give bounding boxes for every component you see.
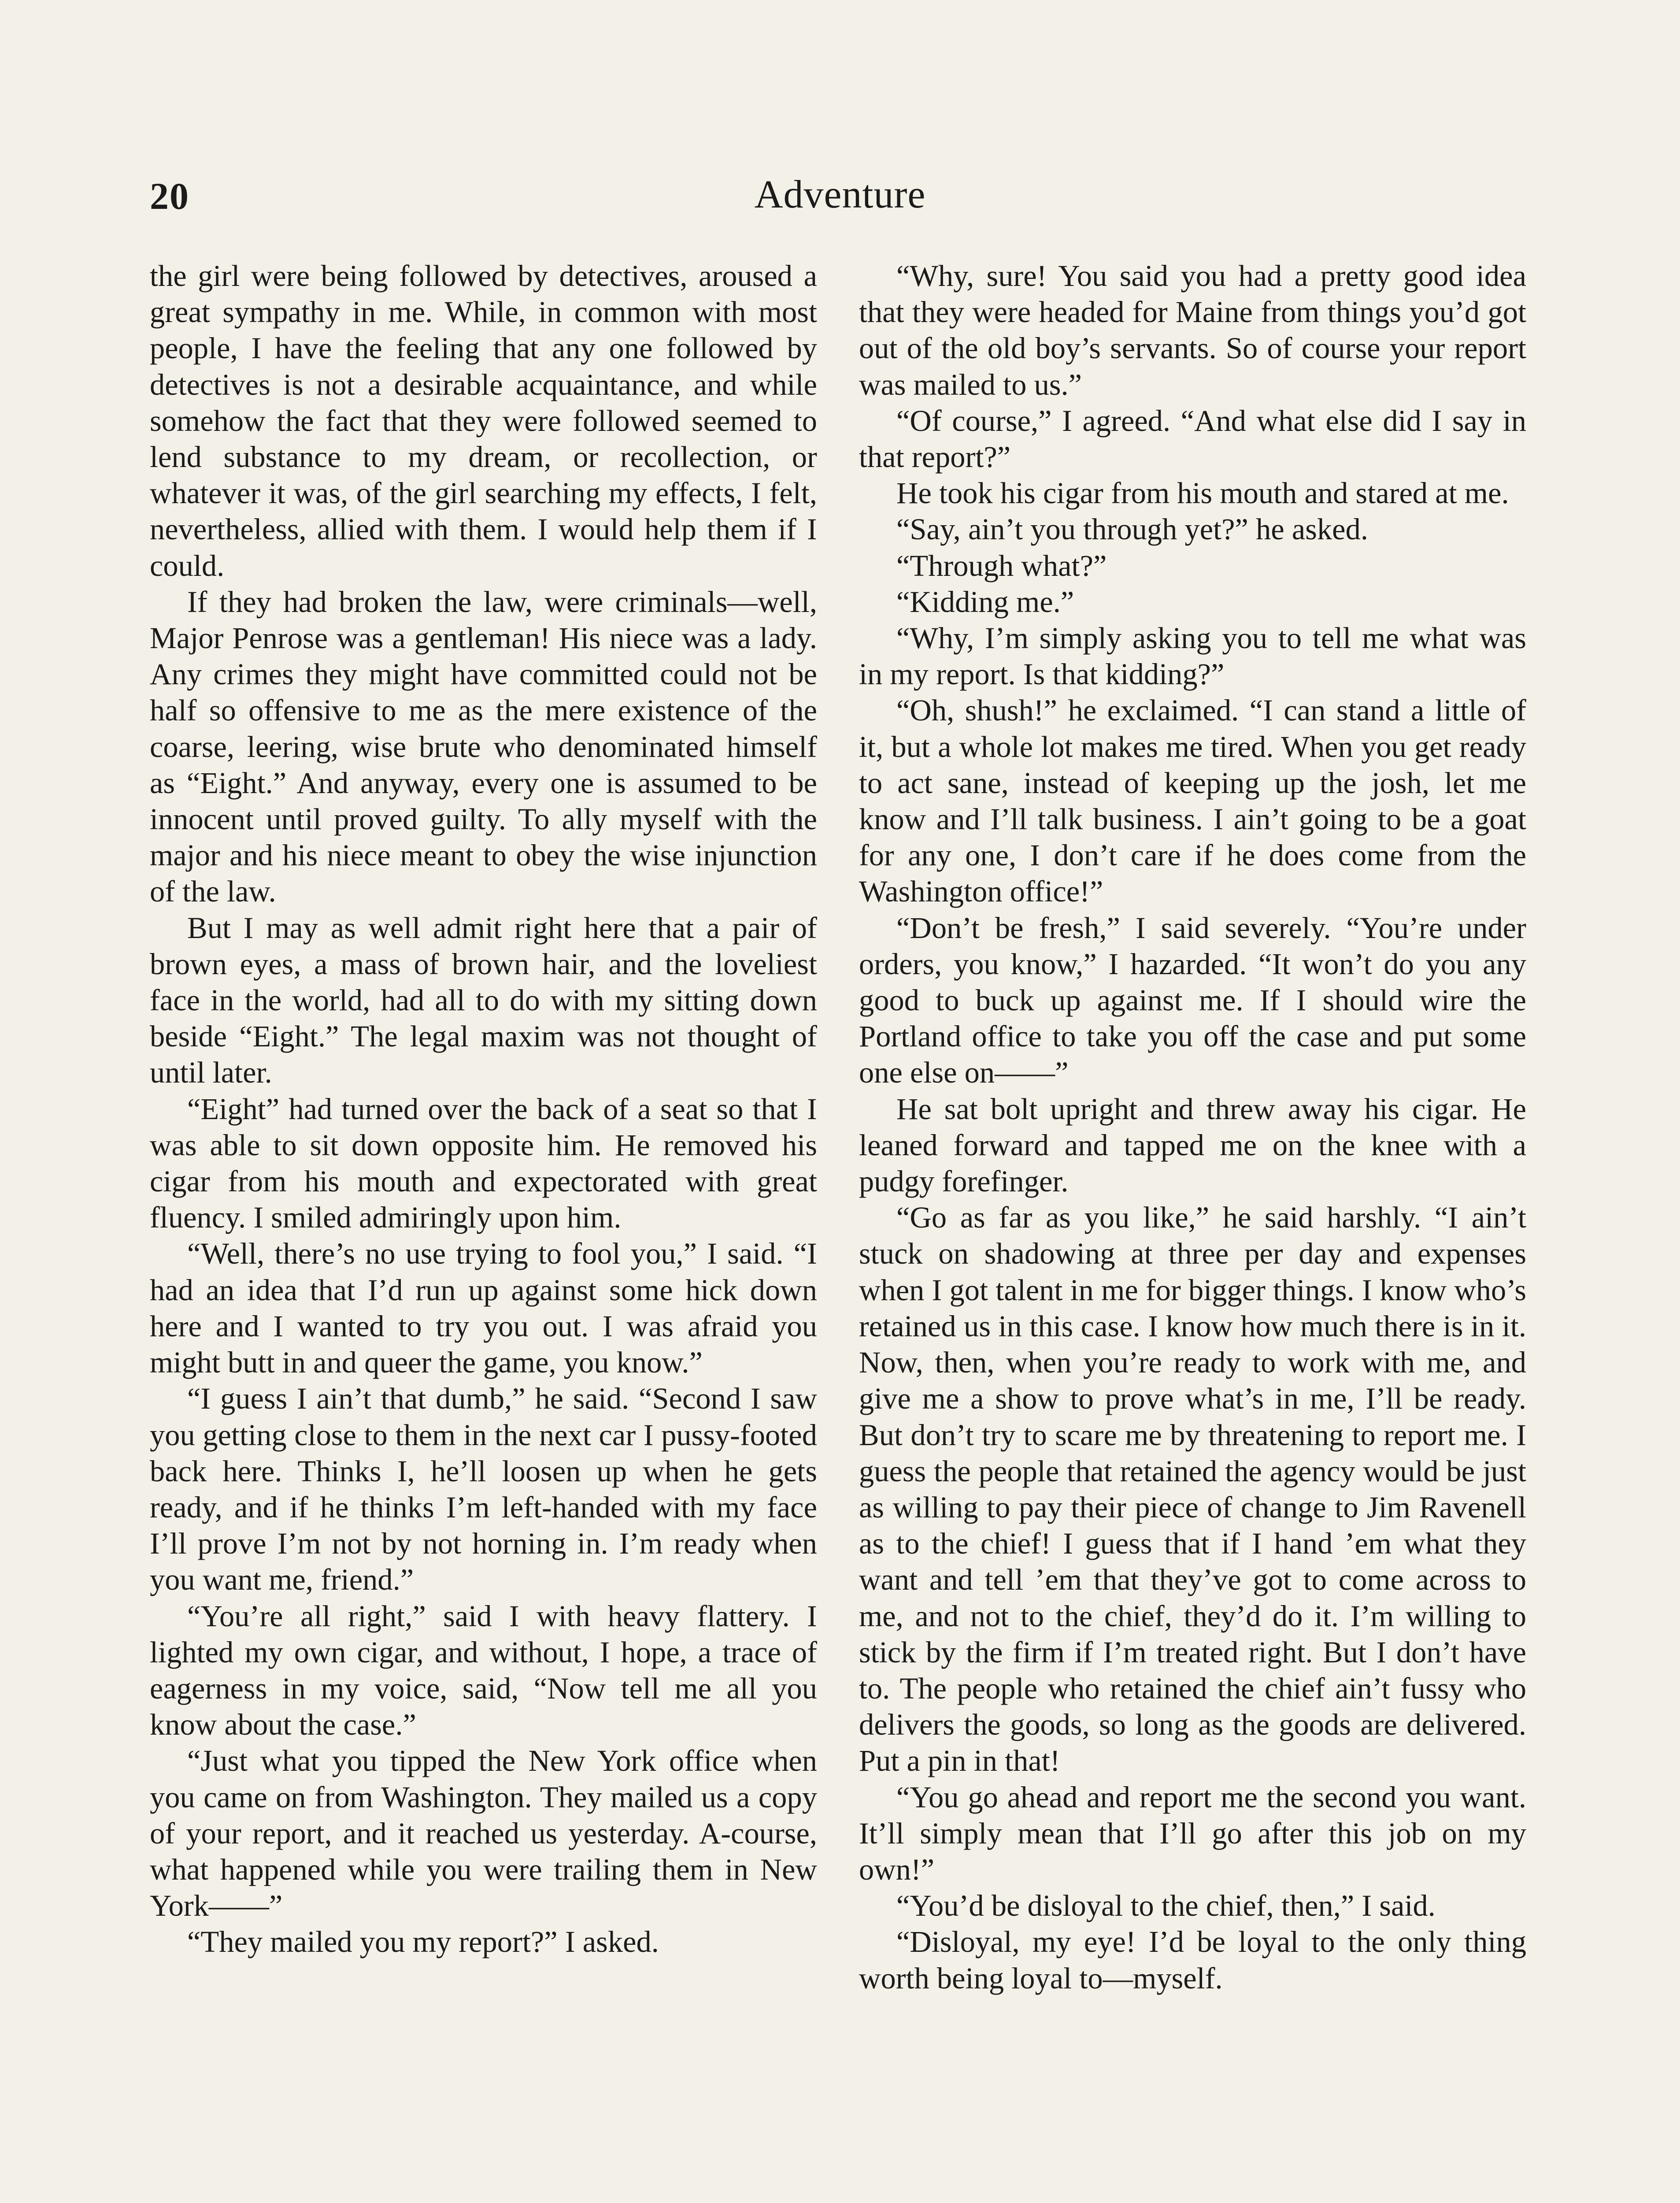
paragraph: If they had broken the law, were criminals—well, Major Penrose was a gentleman! His niece was a lady. Any crimes they might have committed could not be half so offensive to me as the mere existence of the coarse, leering, wise brute who denominated himself as “Eight.” And anyway, every one is assumed to be innocent until proved guilty. To ally myself with the major and his niece meant to obey the wise injunction of the law. bbox=[150, 585, 817, 909]
paragraph: “Say, ain’t you through yet?” he asked. bbox=[896, 512, 1368, 546]
paragraph: the girl were being followed by detectives, aroused a great sympathy in me. While, in common with most people, I have the feeling that any one followed by detectives is not a desirable acquaintance, and while somehow the fact that they were followed seemed to lend substance to my dream, or recollection, or whatever it was, of the girl searching my effects, I felt, nevertheless, allied with them. I would help them if I could. bbox=[150, 259, 817, 582]
left-column bbox=[150, 258, 817, 1960]
paragraph: “Disloyal, my eye! I’d be loyal to the only thing worth being loyal to—myself. bbox=[859, 1925, 1526, 1995]
paragraph: “Oh, shush!” he exclaimed. “I can stand a little of it, but a whole lot makes me tired. When you get ready to act sane, instead of keeping up the josh, let me know and I’ll talk business. I ain’t going to be a goat for any one, I don’t care if he does come from the Washington office!” bbox=[859, 694, 1526, 909]
paragraph: “Just what you tipped the New York office when you came on from Washington. They mailed us a copy of your report, and it reached us yesterday. A-course, what happened while you were trailing them in New York——” bbox=[150, 1744, 817, 1923]
paragraph: “Kidding me.” bbox=[896, 585, 1074, 619]
paragraph: He sat bolt upright and threw away his cigar. He leaned forward and tapped me on the knee with a pudgy forefinger. bbox=[859, 1092, 1526, 1198]
running-title: Adventure bbox=[754, 173, 926, 216]
paragraph: “Through what?” bbox=[896, 549, 1107, 582]
paragraph: “Why, I’m simply asking you to tell me what was in my report. Is that kidding?” bbox=[859, 621, 1526, 691]
paragraph: “You go ahead and report me the second you want. It’ll simply mean that I’ll go after this job on my own!” bbox=[859, 1780, 1526, 1886]
paragraph: He took his cigar from his mouth and stared at me. bbox=[896, 476, 1509, 510]
paragraph: “Why, sure! You said you had a pretty good idea that they were headed for Maine from things you’d got out of the old boy’s servants. So of course your report was mailed to us.” bbox=[859, 259, 1526, 401]
paragraph: But I may as well admit right here that a pair of brown eyes, a mass of brown hair, and the loveliest face in the world, had all to do with my sitting down beside “Eight.” The legal maxim was not thought of until later. bbox=[150, 911, 817, 1090]
paragraph: “Well, there’s no use trying to fool you,” I said. “I had an idea that I’d run up against some hick down here and I wanted to try you out. I was afraid you might butt in and queer the game, you know.” bbox=[150, 1237, 817, 1380]
paragraph: “You’re all right,” said I with heavy flattery. I lighted my own cigar, and without, I hope, a trace of eagerness in my voice, said, “Now tell me all you know about the case.” bbox=[150, 1599, 817, 1742]
paragraph: “You’d be disloyal to the chief, then,” I said. bbox=[896, 1889, 1436, 1923]
paragraph: “I guess I ain’t that dumb,” he said. “Second I saw you getting close to them in the next car I pussy-footed back here. Thinks I, he’ll loosen up when he gets ready, and if he thinks I’m left-handed with my face I’ll prove I’m not by not horning in. I’m ready when you want me, friend.” bbox=[150, 1382, 817, 1597]
paragraph: “Go as far as you like,” he said harshly. “I ain’t stuck on shadowing at three per day and expenses when I got talent in me for bigger things. I know who’s retained us in this case. I know how much there is in it. Now, then, when you’re ready to work with me, and give me a show to prove what’s in me, I’ll be ready. But don’t try to scare me by threatening to report me. I guess the people that retained the agency would be just as willing to pay their piece of change to Jim Ravenell as to the chief! I guess that if I hand ’em what they want and tell ’em that they’ve got to come across to me, and not to the chief, they’d do it. I’m willing to stick by the firm if I’m treated right. But I don’t have to. The people who retained the chief ain’t fussy who delivers the goods, so long as the goods are delivered. Put a pin in that! bbox=[859, 1201, 1526, 1778]
paragraph: “Don’t be fresh,” I said severely. “You’re under orders, you know,” I hazarded. “It won’t do you any good to buck up against me. If I should wire the Portland office to take you off the case and put some one else on——” bbox=[859, 911, 1526, 1090]
paragraph: “Of course,” I agreed. “And what else did I say in that report?” bbox=[859, 404, 1526, 474]
page-number: 20 bbox=[150, 175, 189, 217]
paragraph: “They mailed you my report?” I asked. bbox=[187, 1925, 659, 1959]
right-column bbox=[859, 258, 1526, 1996]
paragraph: “Eight” had turned over the back of a seat so that I was able to sit down opposite him. He removed his cigar from his mouth and expectorated with great fluency. I smiled admiringly upon him. bbox=[150, 1092, 817, 1235]
